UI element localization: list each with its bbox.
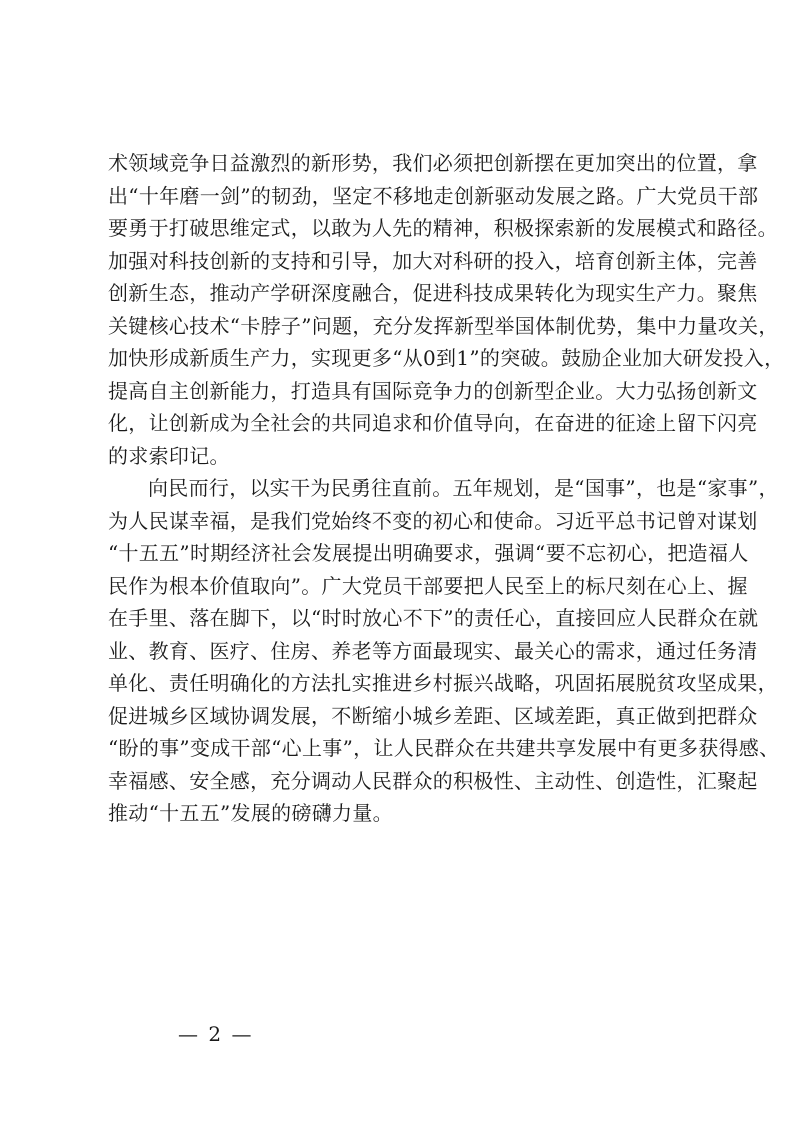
text-line: 关键核心技术“卡脖子”问题，充分发挥新型举国体制优势，集中力量攻关， [108,313,779,338]
page-number: — 2 — [178,1022,254,1046]
text-line: 推动“十五五”发展的磅礴力量。 [108,801,393,825]
text-line: 加强对科技创新的支持和引导，加大对科研的投入，培育创新主体，完善 [108,248,758,273]
text-line: “十五五”时期经济社会发展提出明确要求，强调“要不忘初心，把造福人 [108,541,749,565]
text-line: 单化、责任明确化的方法扎实推进乡村振兴战略，巩固拓展脱贫攻坚成果， [108,671,778,695]
text-line: 创新生态，推动产学研深度融合，促进科技成果转化为现实生产力。聚焦 [108,281,758,305]
text-line: 幸福感、安全感，充分调动人民群众的积极性、主动性、创造性，汇聚起 [108,768,758,793]
text-line: 术领域竞争日益激烈的新形势，我们必须把创新摆在更加突出的位置，拿 [108,151,758,175]
text-line: 向民而行，以实干为民勇往直前。五年规划，是“国事”，也是“家事”， [148,476,779,500]
text-line: “盼的事”变成干部“心上事”，让人民群众在共建共享发展中有更多获得感、 [108,736,780,760]
text-line: 的求索印记。 [108,443,230,468]
paragraph-people [108,472,780,830]
text-line: 化，让创新成为全社会的共同追求和价值导向，在奋进的征途上留下闪亮 [108,411,758,435]
text-line: 出“十年磨一剑”的韧劲，坚定不移地走创新驱动发展之路。广大党员干部 [108,183,759,208]
text-line: 提高自主创新能力，打造具有国际竞争力的创新型企业。大力弘扬创新文 [108,378,758,403]
text-line: 在手里、落在脚下，以“时时放心不下”的责任心，直接回应人民群众在就 [108,606,759,630]
paragraph-innovation [108,147,785,472]
text-line: 要勇于打破思维定式，以敢为人先的精神，积极探索新的发展模式和路径。 [108,216,778,240]
text-line: 为人民谋幸福，是我们党始终不变的初心和使命。习近平总书记曾对谋划 [108,508,758,533]
text-line: 加快形成新质生产力，实现更多“从0到1”的突破。鼓励企业加大研发投入， [108,346,785,370]
text-line: 业、教育、医疗、住房、养老等方面最现实、最关心的需求，通过任务清 [108,638,758,663]
text-line: 促进城乡区域协调发展，不断缩小城乡差距、区域差距，真正做到把群众 [108,703,758,728]
text-line: 民作为根本价值取向”。广大党员干部要把人民至上的标尺刻在心上、握 [108,573,748,598]
document-body [108,147,785,830]
